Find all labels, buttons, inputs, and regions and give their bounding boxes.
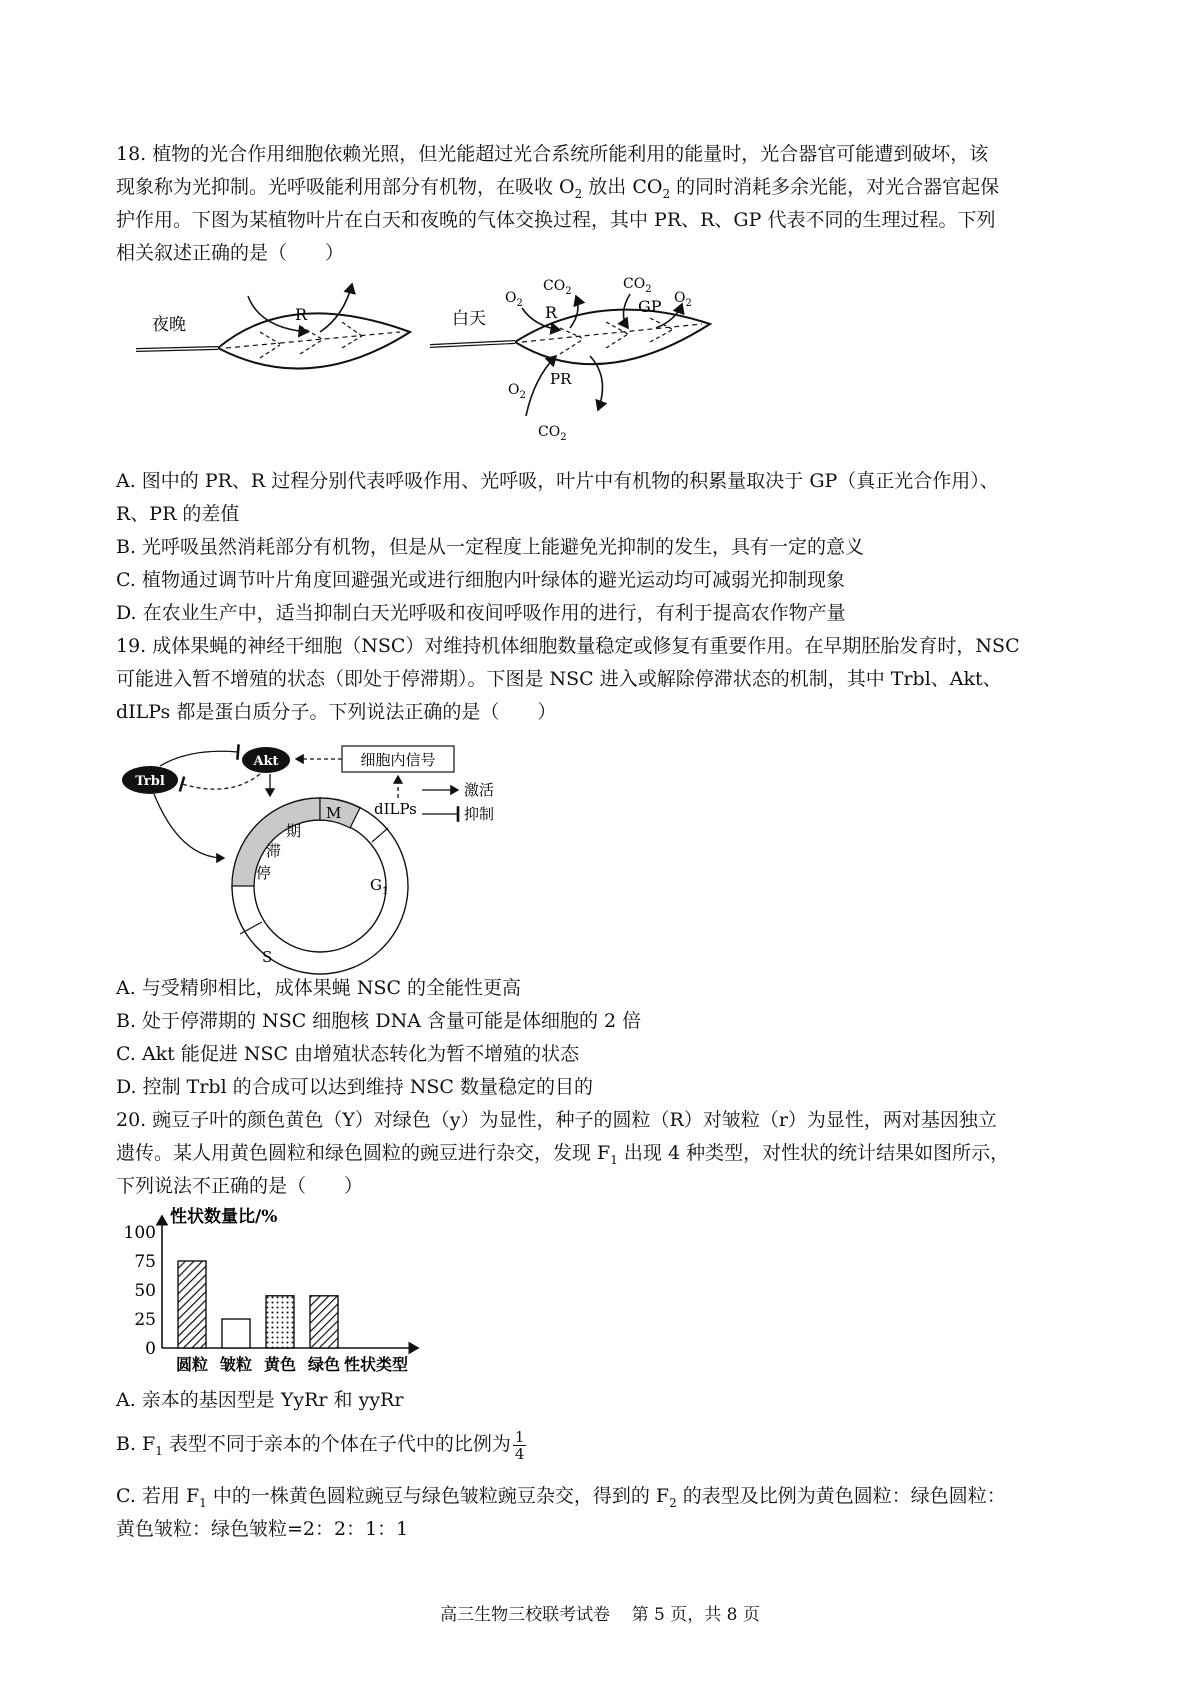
- legend-activate-label: 激活: [464, 781, 495, 799]
- day-o2-label-3: $O_2$: [508, 382, 526, 401]
- chart-y-axis-title: 性状数量比/%: [170, 1207, 278, 1227]
- intracellular-signal-label: 细胞内信号: [360, 751, 436, 769]
- bar-皱粒: [222, 1319, 250, 1348]
- arrest-char-qi: 期: [286, 822, 302, 840]
- q18-stem-line4: 相关叙述正确的是（ ）: [116, 242, 345, 264]
- s-phase-label: S: [262, 948, 273, 966]
- q19-stem-line2: 可能进入暂不增殖的状态（即处于停滞期）。下图是 NSC 进入或解除停滞状态的机制，其中 Trbl、Akt、: [116, 668, 1002, 690]
- day-pr-label: PR: [550, 370, 572, 388]
- trait-ratio-bar-chart: [110, 1200, 470, 1378]
- arrest-char-zhi: 滞: [266, 842, 282, 860]
- q19-option-c: C. Akt 能促进 NSC 由增殖状态转化为暂不增殖的状态: [116, 1043, 580, 1065]
- akt-inhibits-trbl: [182, 774, 260, 789]
- night-label: 夜晚: [152, 315, 186, 335]
- day-co2-label-1: $CO_2$: [543, 278, 572, 297]
- bar-黄色: [266, 1296, 294, 1348]
- day-r-label: R: [545, 303, 558, 322]
- q18-option-a-line1: A. 图中的 PR、R 过程分别代表呼吸作用、光呼吸，叶片中有机物的积累量取决于 GP（真正光合作用）、: [116, 470, 999, 492]
- trbl-to-arrest-arrow: [154, 794, 224, 858]
- q19-option-a: A. 与受精卵相比，成体果蝇 NSC 的全能性更高: [116, 977, 522, 999]
- cycle-ring-inner: [254, 820, 389, 952]
- g1-phase-label: $G_1$: [370, 876, 389, 897]
- trbl-label: Trbl: [135, 774, 165, 789]
- bar-圆粒: [178, 1261, 206, 1348]
- day-r-arrow-out: [570, 296, 578, 328]
- y-tick-label: 100: [123, 1223, 156, 1243]
- nsc-cell-cycle-diagram: [120, 738, 560, 978]
- q20-option-c-line2: 黄色皱粒：绿色皱粒=2：2：1：1: [116, 1518, 409, 1540]
- day-co2-label-3: $CO_2$: [538, 424, 567, 443]
- q18-option-b: B. 光呼吸虽然消耗部分有机物，但是从一定程度上能避免光抑制的发生，具有一定的意义: [116, 536, 865, 558]
- q18-option-a-line2: R、PR 的差值: [116, 503, 240, 525]
- m-phase-label: M: [326, 804, 342, 822]
- q18-stem-line2: 现象称为光抑制。光呼吸能利用部分有机物，在吸收 $O_2$ 放出 $CO_2$ 的同时消耗多余光能，对光合器官起保: [116, 176, 1000, 201]
- arrest-char-ting: 停: [256, 864, 272, 882]
- footer-page-number: 第 5 页，共 8 页: [631, 1605, 760, 1625]
- day-o2-label-2: $O_2$: [674, 290, 692, 309]
- q20-option-b: B. $F_1$ 表型不同于亲本的个体在子代中的比例为 $\frac{1}{4}$: [116, 1427, 525, 1463]
- chart-x-axis-title: 性状类型: [344, 1355, 409, 1374]
- q20-stem-line2: 遗传。某人用黄色圆粒和绿色圆粒的豌豆进行杂交，发现 $F_1$ 出现 4 种类型，对性状的统计结果如图所示，: [116, 1142, 1010, 1167]
- night-r-label: R: [295, 305, 308, 324]
- akt-label: Akt: [253, 754, 279, 769]
- bar-绿色: [310, 1296, 338, 1348]
- q19-stem-line1: 19. 成体果蝇的神经干细胞（NSC）对维持机体细胞数量稳定或修复有重要作用。在早期胚胎发育时，NSC: [116, 635, 1020, 657]
- x-category-label: 绿色: [307, 1355, 341, 1374]
- x-category-label: 黄色: [263, 1355, 297, 1374]
- footer-exam-title: 高三生物三校联考试卷: [440, 1605, 611, 1625]
- q18-option-d: D. 在农业生产中，适当抑制白天光呼吸和夜间呼吸作用的进行，有利于提高农作物产量: [116, 602, 846, 624]
- q20-stem-line1: 20. 豌豆子叶的颜色黄色（Y）对绿色（y）为显性，种子的圆粒（R）对皱粒（r）为显性，两对基因独立: [116, 1109, 997, 1131]
- x-category-label: 圆粒: [175, 1355, 209, 1374]
- q18-option-c: C. 植物通过调节叶片角度回避强光或进行细胞内叶绿体的避光运动均可减弱光抑制现象: [116, 569, 845, 591]
- day-gp-label: GP: [638, 297, 662, 316]
- y-tick-label: 50: [134, 1281, 156, 1301]
- q20-stem-line3: 下列说法不正确的是（ ）: [116, 1175, 364, 1197]
- page-footer: [0, 1600, 1200, 1625]
- dilps-label: dILPs: [374, 800, 417, 818]
- q18-stem-line3: 护作用。下图为某植物叶片在白天和夜晚的气体交换过程，其中 PR、R、GP 代表不同的生理过程。下列: [116, 209, 996, 231]
- y-tick-label: 75: [134, 1252, 156, 1272]
- q20-option-a: A. 亲本的基因型是 YyRr 和 yyRr: [116, 1389, 404, 1411]
- q19-stem-line3: dILPs 都是蛋白质分子。下列说法正确的是（ ）: [116, 701, 557, 723]
- day-co2-label-2: $CO_2$: [623, 276, 652, 295]
- y-tick-label: 0: [145, 1339, 156, 1359]
- q18-stem-line1: 18. 植物的光合作用细胞依赖光照，但光能超过光合系统所能利用的能量时，光合器官可能遭到破坏，该: [116, 143, 989, 165]
- day-label: 白天: [452, 309, 486, 329]
- q19-option-d: D. 控制 Trbl 的合成可以达到维持 NSC 数量稳定的目的: [116, 1076, 593, 1098]
- y-tick-label: 25: [134, 1310, 156, 1330]
- leaf-gas-exchange-diagram: [130, 268, 730, 448]
- day-o2-label-1: $O_2$: [505, 290, 523, 309]
- trbl-inhibits-akt: [160, 751, 238, 766]
- day-gp-arrow-in: [623, 294, 630, 328]
- legend-inhibit-label: 抑制: [464, 805, 495, 823]
- q19-option-b: B. 处于停滞期的 NSC 细胞核 DNA 含量可能是体细胞的 2 倍: [116, 1010, 642, 1032]
- fraction-one-quarter: $\frac{1}{4}$: [514, 1427, 525, 1463]
- q20-option-c-line1: C. 若用 $F_1$ 中的一株黄色圆粒豌豆与绿色皱粒豌豆杂交，得到的 $F_2$ 的表型及比例为黄色圆粒：绿色圆粒：: [116, 1485, 1006, 1510]
- x-category-label: 皱粒: [219, 1355, 253, 1374]
- night-r-arrow-out: [320, 284, 352, 332]
